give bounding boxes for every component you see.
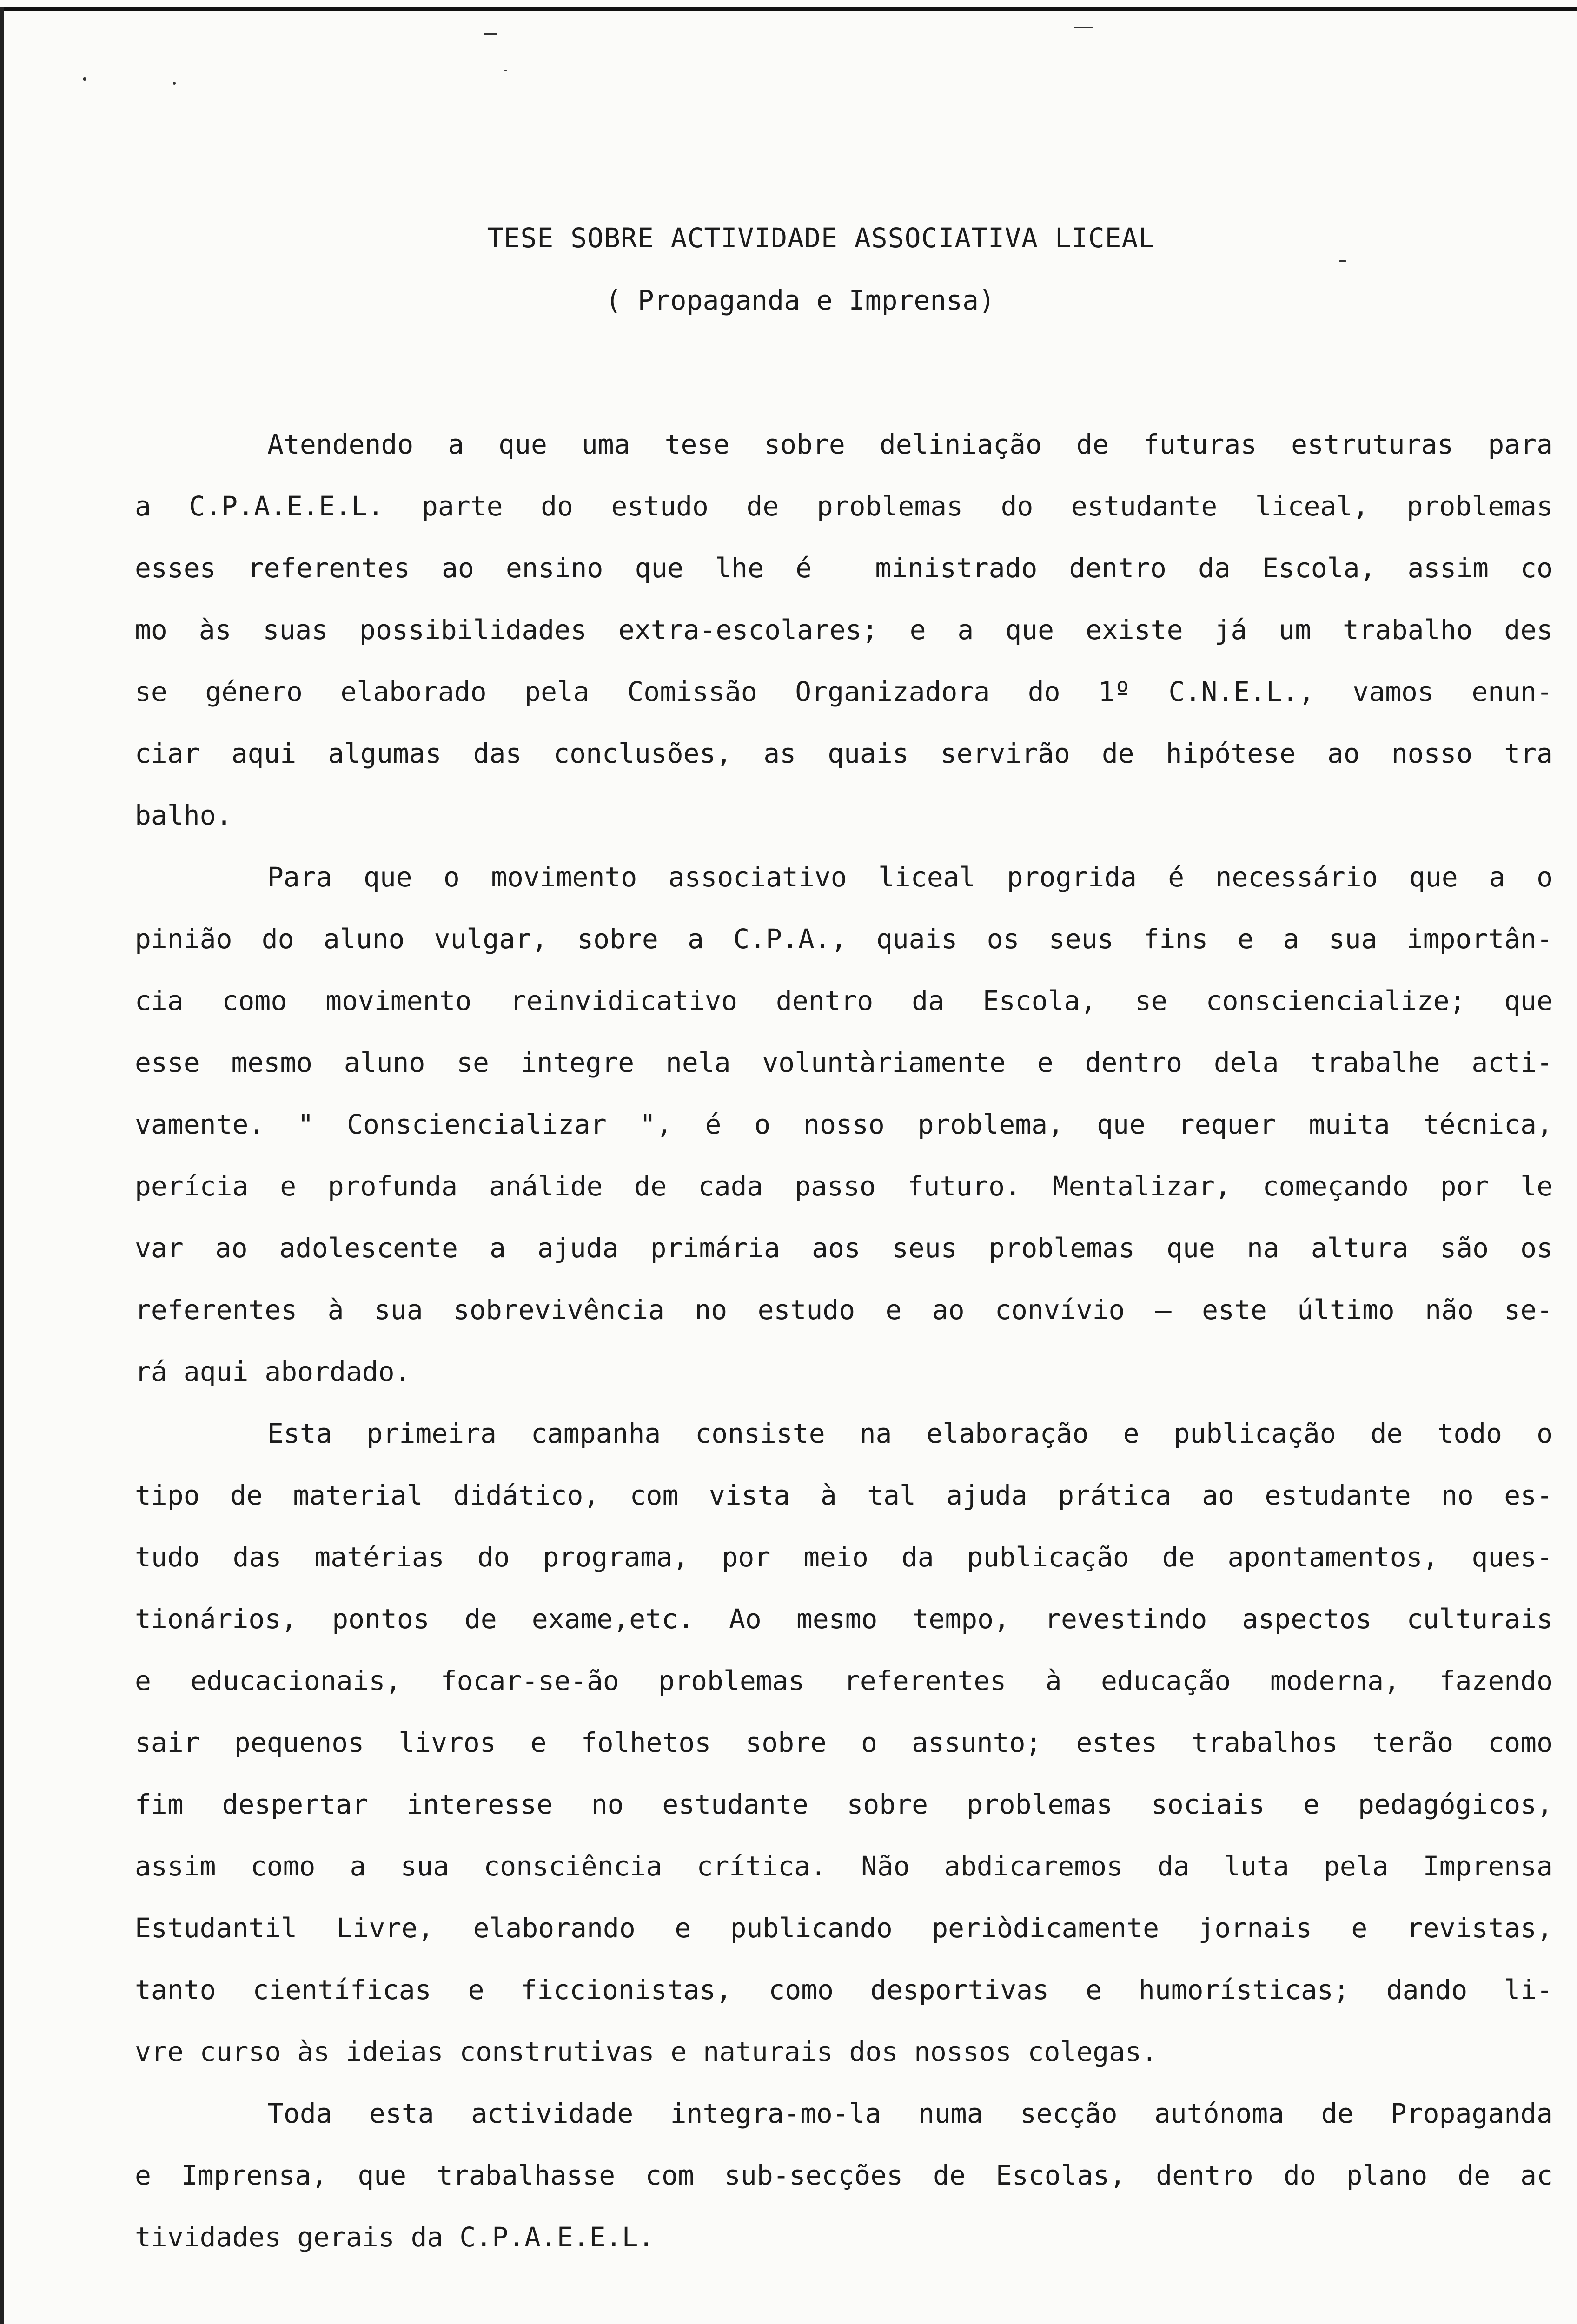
- text-line: var ao adolescente a ajuda primária aos seus problemas que na altura são os: [135, 1232, 1553, 1264]
- text-line: mo às suas possibilidades extra-escolares; e a que existe já um trabalho des: [135, 614, 1553, 646]
- paragraph-4: [135, 2083, 1553, 2268]
- scan-edge-top: [0, 7, 1577, 11]
- text-line: cia como movimento reinvidicativo dentro da Escola, se consciencialize; que: [135, 985, 1553, 1017]
- text-line: tudo das matérias do programa, por meio da publicação de apontamentos, ques-: [135, 1541, 1553, 1573]
- text-line: tanto científicas e ficcionistas, como desportivas e humorísticas; dando li-: [135, 1974, 1553, 2006]
- text-line: se género elaborado pela Comissão Organizadora do 1º C.N.E.L., vamos enun-: [135, 676, 1553, 707]
- text-line: tividades gerais da C.P.A.E.E.L.: [135, 2221, 655, 2253]
- paragraph-2: [135, 846, 1553, 1403]
- text-line: e Imprensa, que trabalhasse com sub-secções de Escolas, dentro do plano de ac: [135, 2159, 1553, 2191]
- text-line: Para que o movimento associativo liceal progrida é necessário que a o: [267, 861, 1553, 893]
- text-line: Esta primeira campanha consiste na elaboração e publicação de todo o: [267, 1418, 1553, 1449]
- text-line: Atendendo a que uma tese sobre deliniação de futuras estruturas para: [267, 429, 1553, 460]
- scan-speck: [83, 77, 86, 81]
- scan-speck: [484, 33, 497, 35]
- text-line: sair pequenos livros e folhetos sobre o assunto; estes trabalhos terão como: [135, 1727, 1553, 1758]
- text-line: rá aqui abordado.: [135, 1356, 411, 1387]
- text-line: Estudantil Livre, elaborando e publicando periòdicamente jornais e revistas,: [135, 1912, 1553, 1944]
- text-line: vre curso às ideias construtivas e naturais dos nossos colegas.: [135, 2036, 1158, 2067]
- text-line: perícia e profunda análide de cada passo futuro. Mentalizar, começando por le: [135, 1170, 1553, 1202]
- text-line: esses referentes ao ensino que lhe é ministrado dentro da Escola, assim co: [135, 552, 1553, 584]
- text-line: referentes à sua sobrevivência no estudo e ao convívio — este último não se-: [135, 1294, 1553, 1326]
- text-line: esse mesmo aluno se integre nela voluntàriamente e dentro dela trabalhe acti-: [135, 1047, 1553, 1078]
- document-subtitle: ( Propaganda e Imprensa): [605, 284, 995, 316]
- text-line: tionários, pontos de exame,etc. Ao mesmo tempo, revestindo aspectos culturais: [135, 1603, 1553, 1635]
- text-line: Toda esta actividade integra-mo-la numa secção autónoma de Propaganda: [267, 2098, 1553, 2129]
- text-line: e educacionais, focar-se-ão problemas referentes à educação moderna, fazendo: [135, 1665, 1553, 1697]
- scan-speck: [1074, 27, 1093, 28]
- scan-edge-left: [0, 7, 4, 2324]
- text-line: pinião do aluno vulgar, sobre a C.P.A., quais os seus fins e a sua importân-: [135, 923, 1553, 955]
- text-line: balho.: [135, 799, 232, 831]
- scan-speck: [504, 70, 507, 71]
- text-line: tipo de material didático, com vista à tal ajuda prática ao estudante no es-: [135, 1479, 1553, 1511]
- document-title: TESE SOBRE ACTIVIDADE ASSOCIATIVA LICEAL: [487, 222, 1155, 254]
- text-line: assim como a sua consciência crítica. Não abdicaremos da luta pela Imprensa: [135, 1850, 1553, 1882]
- scan-speck: [173, 82, 176, 85]
- paragraph-3: [135, 1403, 1553, 2083]
- document-body: [135, 414, 1553, 2268]
- text-line: fim despertar interesse no estudante sobre problemas sociais e pedagógicos,: [135, 1789, 1553, 1820]
- text-line: ciar aqui algumas das conclusões, as quais servirão de hipótese ao nosso tra: [135, 738, 1553, 769]
- text-line: vamente. " Consciencializar ", é o nosso problema, que requer muita técnica,: [135, 1109, 1553, 1140]
- paragraph-1: [135, 414, 1553, 846]
- text-line: a C.P.A.E.E.L. parte do estudo de problemas do estudante liceal, problemas: [135, 490, 1553, 522]
- scan-speck: [1339, 260, 1346, 262]
